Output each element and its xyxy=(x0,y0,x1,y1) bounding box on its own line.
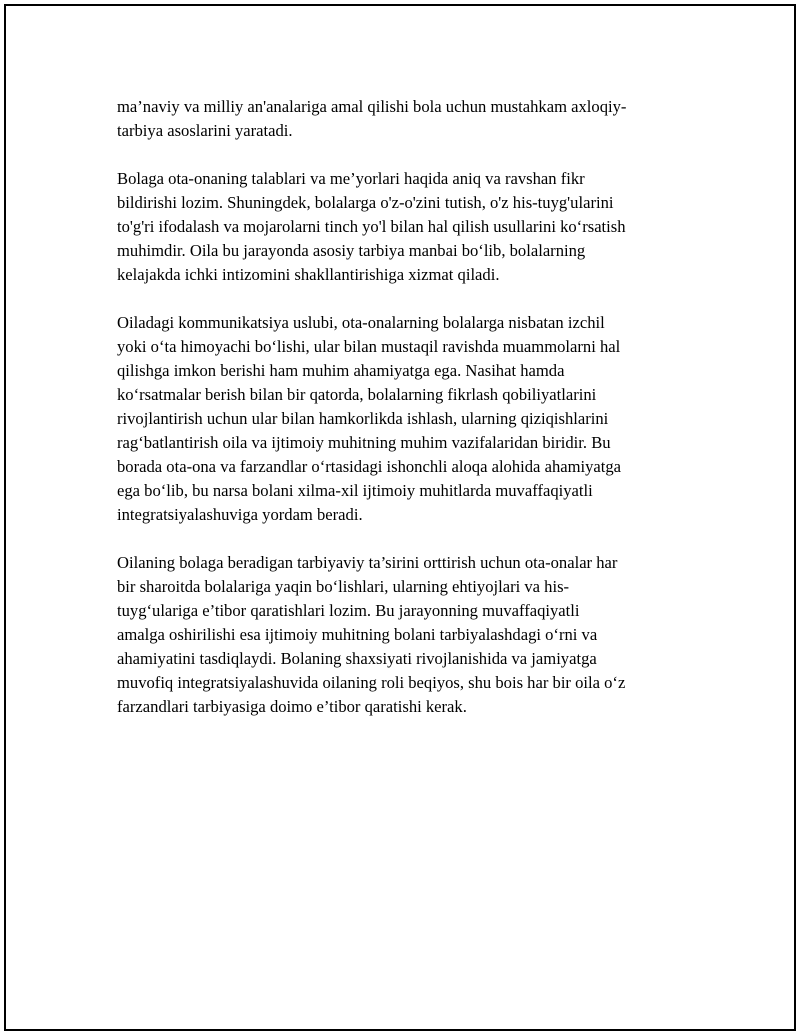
document-body xyxy=(117,95,697,743)
paragraph-2: Bolaga ota-onaning talablari va me’yorlari haqida aniq va ravshan fikr bildirishi lozim. Shuningdek, bolalarga o'z-o'zini tutish, o'z his-tuyg'ularini to'g'ri ifodalash va mojarolarni tinch yo'l bilan hal qilish usullarini ko‘rsatish muhimdir. Oila bu jarayonda asosiy tarbiya manbai bo‘lib, bolalarning kelajakda ichki intizomini shakllantirishiga xizmat qiladi. xyxy=(117,169,626,284)
paragraph-3: Oiladagi kommunikatsiya uslubi, ota-onalarning bolalarga nisbatan izchil yoki o‘ta himoyachi bo‘lishi, ular bilan mustaqil ravishda muammolarni hal qilishga imkon berishi ham muhim ahamiyatga ega. Nasihat hamda ko‘rsatmalar berish bilan bir qatorda, bolalarning fikrlash qobiliyatlarini rivojlantirish uchun ular bilan hamkorlikda ishlash, ularning qiziqishlarini rag‘batlantirish oila va ijtimoiy muhitning muhim vazifalaridan biridir. Bu borada ota-ona va farzandlar o‘rtasidagi ishonchli aloqa alohida ahamiyatga ega bo‘lib, bu narsa bolani xilma-xil ijtimoiy muhitlarda muvaffaqiyatli integratsiyalashuviga yordam beradi. xyxy=(117,313,622,524)
paragraph-1: ma’naviy va milliy an'analariga amal qilishi bola uchun mustahkam axloqiy- tarbiya asoslarini yaratadi. xyxy=(117,97,627,140)
paragraph-4: Oilaning bolaga beradigan tarbiyaviy ta’sirini orttirish uchun ota-onalar har bir sharoitda bolalariga yaqin bo‘lishlari, ularning ehtiyojlari va his- tuyg‘ulariga e’tibor qaratishlari lozim. Bu jarayonning muvaffaqiyatli amalga oshirilishi esa ijtimoiy muhitning bolani tarbiyalashdagi o‘rni va ahamiyatini tasdiqlaydi. Bolaning shaxsiyati rivojlanishida va jamiyatga muvofiq integratsiyalashuvida oilaning roli beqiyos, shu bois har bir oila o‘z farzandlari tarbiyasiga doimo e’tibor qaratishi kerak. xyxy=(117,553,626,716)
